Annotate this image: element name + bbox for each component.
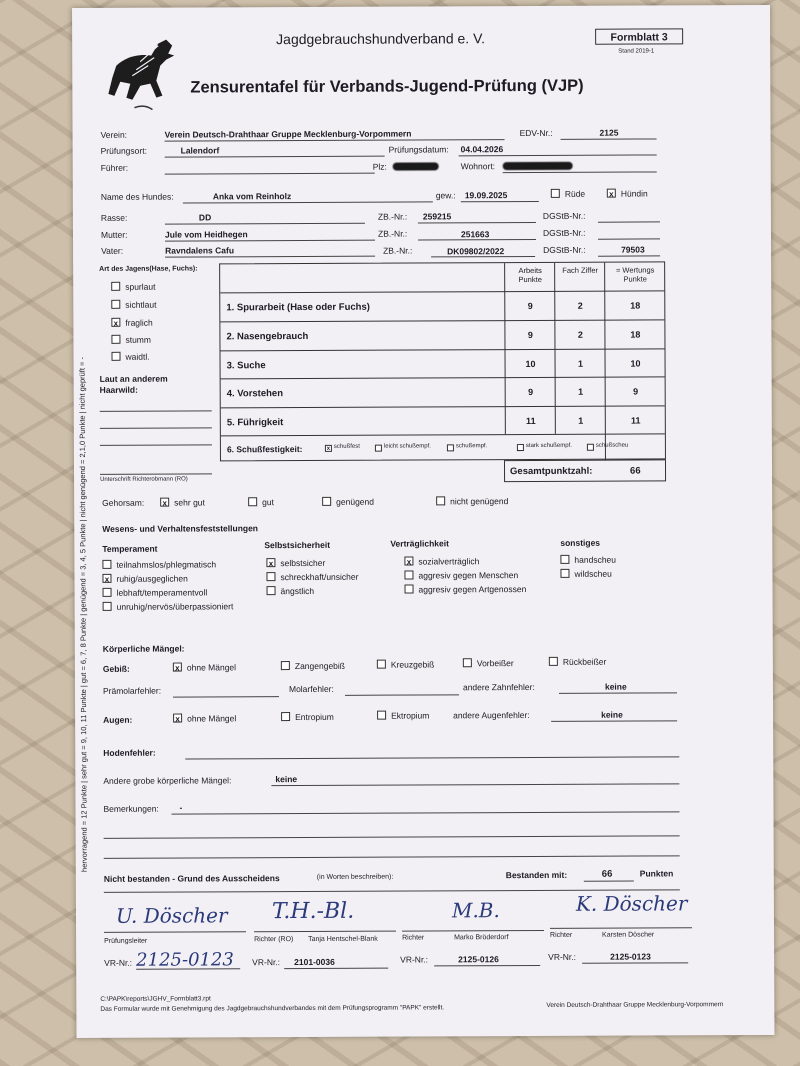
form-sheet [72,5,774,1038]
wesen-title: Wesens- und Verhaltensfeststellungen [102,523,259,534]
ro-signature-label: Unterschrift Richterobmann (RO) [100,476,188,483]
bemerk-label: Bemerkungen: [103,803,159,814]
rasse-label: Rasse: [100,212,128,223]
gehorsam-option-3: nicht genügend [450,496,509,507]
gehorsam-checkbox-0[interactable]: x [160,498,169,507]
role-richter-3: Richter [550,931,573,939]
verein-value: Verein Deutsch-Drahthaar Gruppe Mecklenburg-Vorpommern [164,128,412,140]
gehorsam-checkbox-3[interactable] [436,496,445,505]
augen-checkbox-1[interactable] [281,712,290,721]
footer-verein: Verein Deutsch-Drahthaar Gruppe Mecklenburg-Vorpommern [546,1001,724,1009]
row-wertung: 10 [630,358,641,369]
molar-label: Molarfehler: [288,683,334,695]
schuss-checkbox-1[interactable] [375,445,382,452]
row-label: 2. Nasengebrauch [226,330,309,343]
augen-checkbox-0[interactable]: x [173,714,182,723]
dgstb-label: DGStB-Nr.: [542,210,586,221]
row-label: 5. Führigkeit [226,417,284,429]
name-richter-ro: Tanja Hentschel-Blank [308,935,378,943]
row-ziffer: 2 [577,300,583,311]
gehorsam-option-0: sehr gut [174,497,205,508]
fuehrer-label: Führer: [100,162,129,173]
jagen-checkbox-0[interactable] [111,282,120,291]
vertraeg-checkbox-1[interactable] [404,571,413,580]
signature-pruefungsleiter: U. Döscher [115,903,228,928]
vr-value-2: 2125-0126 [458,954,499,965]
jagen-checkbox-4[interactable] [112,352,121,361]
ruede-checkbox[interactable] [551,189,560,198]
grobe-label: Andere grobe körperliche Mängel: [103,775,232,786]
huendin-label: Hündin [620,188,648,199]
mutter-zb-value: 251663 [460,229,490,240]
augen-checkbox-2[interactable] [377,711,386,720]
vr-value-1: 2101-0036 [294,956,335,968]
row-ziffer: 1 [578,386,584,397]
mutter-label: Mutter: [100,229,128,240]
gebiss-option-3: Vorbeißer [476,658,514,669]
selbst-option-0: selbstsicher [280,557,326,569]
schuss-checkbox-4[interactable] [587,444,594,451]
name-richter-3: Karsten Döscher [602,931,655,939]
selbst-option-1: schreckhaft/unsicher [280,571,359,583]
header-arbeits: Arbeits Punkte [518,265,542,285]
vater-zb-value: DK09802/2022 [447,246,505,257]
gebiss-checkbox-4[interactable] [549,657,558,666]
signature-richter-3: K. Döscher [575,891,688,916]
gebiss-option-4: Rückbeißer [562,656,607,667]
gew-value: 19.09.2025 [464,190,508,201]
jagen-checkbox-1[interactable] [111,300,120,309]
koerper-title: Körperliche Mängel: [102,643,185,654]
zb-label: ZB.-Nr.: [377,211,408,222]
row-label: 4. Vorstehen [226,388,284,400]
augen-option-1: Entropium [295,711,334,723]
vr-value-0: 2125-0123 [136,949,234,971]
jagen-option-0: spurlaut [125,281,156,292]
vertraeg-checkbox-2[interactable] [405,585,414,594]
sonst-checkbox-0[interactable] [560,555,569,564]
praemolar-label: Prämolarfehler: [102,685,162,696]
vater-dgstb-value: 79503 [621,244,645,255]
org-name: Jagdgebrauchshundverband e. V. [276,30,486,48]
row-label: 3. Suche [226,360,266,372]
vertraeg-title: Verträglichkeit [390,538,449,549]
row-punkte: 11 [526,415,536,427]
gew-label: gew.: [435,190,456,201]
rasse-value: DD [198,212,212,223]
vater-dgstb-label: DGStB-Nr.: [543,244,586,255]
datum-label: Prüfungsdatum: [388,144,449,155]
wohnort-label: Wohnort: [460,161,496,172]
hund-label: Name des Hundes: [100,191,174,202]
schuss-checkbox-3[interactable] [517,444,524,451]
row-wertung: 9 [633,386,639,397]
selbst-checkbox-1[interactable] [266,572,275,581]
row-wertung: 18 [630,329,641,340]
plz-label: Plz: [372,161,387,172]
schuss-option-3: stark schußempf. [525,442,572,450]
vertraeg-option-2: aggresiv gegen Artgenossen [418,584,527,595]
row-ziffer: 1 [578,358,584,369]
jagen-option-2: fraglich [125,317,153,328]
temperament-option-3: unruhig/nervös/überpassioniert [116,601,234,612]
bestanden-value: 66 [601,868,613,880]
gebiss-checkbox-3[interactable] [463,658,472,667]
vater-value: Ravndalens Cafu [165,245,235,256]
ort-value: Lalendorf [180,145,220,156]
nicht-bestanden-label: Nicht bestanden - Grund des Ausscheidens [103,873,280,884]
role-richter-ro: Richter (RO) [254,936,294,944]
vertraeg-option-1: aggresiv gegen Menschen [418,570,519,581]
selbst-checkbox-0[interactable]: x [266,558,275,567]
schuss-option-2: schußempf. [455,443,488,450]
mutter-dgstb-label: DGStB-Nr.: [542,227,586,238]
laut-label: Laut an anderem Haarwild: [99,373,168,395]
jagen-option-4: waidtl. [125,351,150,362]
sonst-option-0: handscheu [574,554,617,565]
jagen-option-3: stumm [125,334,151,345]
vertraeg-option-0: sozialverträglich [418,556,480,567]
schuss-option-4: schußscheu [595,442,629,449]
jghv-dog-logo-icon [96,26,182,116]
footer-note: Das Formular wurde mit Genehmigung des Jagdgebrauchshundverbandes mit dem Prüfungsprogramm "PAPK" erstellt. [100,1004,445,1013]
gebiss-option-0: ohne Mängel [186,662,237,673]
header-fach: Fach Ziffer [562,265,599,275]
temperament-title: Temperament [102,543,158,554]
gebiss-label: Gebiß: [102,663,130,674]
schuss-option-1: leicht schußempf. [383,443,431,450]
formblatt-box: Formblatt 3 [595,28,683,44]
augenfehler-label: andere Augenfehler: [453,710,530,721]
selbst-option-2: ängstlich [280,585,315,597]
stand-label: Stand 2019-1 [618,48,655,55]
header-wertung: = Wertungs Punkte [615,265,655,284]
gehorsam-option-1: gut [262,497,275,508]
mutter-zb-label: ZB.-Nr.: [377,228,408,239]
temperament-checkbox-0[interactable] [102,560,111,569]
row-wertung: 18 [630,300,641,311]
vater-label: Vater: [101,245,124,256]
augen-option-0: ohne Mängel [187,713,237,724]
vr-value-3: 2125-0123 [610,951,651,962]
ort-label: Prüfungsort: [100,145,147,156]
gehorsam-label: Gehorsam: [102,497,145,508]
selbst-checkbox-2[interactable] [267,586,276,595]
row-ziffer: 1 [578,415,584,426]
hund-value: Anka vom Reinholz [212,191,292,202]
temperament-option-2: lebhaft/temperamentvoll [116,587,208,598]
augen-label: Augen: [103,714,133,725]
vater-zb-label: ZB.-Nr.: [383,245,413,256]
jagen-option-1: sichtlaut [125,299,157,310]
gehorsam-checkbox-2[interactable] [322,497,331,506]
gesamt-value: 66 [630,465,641,477]
selbst-title: Selbstsicherheit [264,539,331,551]
punkten-label: Punkten [639,868,674,879]
role-pruefungsleiter: Prüfungsleiter [104,937,148,945]
datum-value: 04.04.2026 [460,144,504,155]
redacted-plz [393,162,439,170]
gebiss-option-2: Kreuzgebiß [390,659,435,670]
nicht-bestanden-hint: (in Worten beschreiben): [316,873,394,881]
vertraeg-checkbox-0[interactable]: x [404,557,413,566]
schuss-checkbox-2[interactable] [447,444,454,451]
jagen-checkbox-2[interactable]: x [111,318,120,327]
mutter-value: Jule vom Heidhegen [164,229,248,240]
ruede-label: Rüde [564,188,586,199]
huendin-checkbox[interactable]: x [607,189,616,198]
row-wertung: 11 [631,415,641,426]
gebiss-checkbox-0[interactable]: x [173,663,182,672]
schuss-label: 6. Schußfestigkeit: [226,443,303,455]
edv-label: EDV-Nr.: [519,127,553,139]
temperament-checkbox-2[interactable] [103,588,112,597]
grobe-value: keine [275,774,298,785]
bestanden-label: Bestanden mit: [505,869,568,881]
footer-path: C:\PAPK\reports\JGHV_Formblatt3.rpt [100,995,211,1003]
zahn-value: keine [604,681,627,692]
jagen-checkbox-3[interactable] [111,335,120,344]
schuss-checkbox-0[interactable]: x [326,445,331,452]
augenfehler-value: keine [601,709,623,720]
signature-richter-ro: T.H.-Bl. [271,898,355,925]
bemerk-value: - [179,802,183,813]
scores-table [219,261,666,461]
role-richter-2: Richter [402,934,425,942]
temperament-option-0: teilnahmslos/phlegmatisch [116,559,217,570]
page-title: Zensurentafel für Verbands-Jugend-Prüfung (VJP) [190,76,584,97]
vr-label-0: VR-Nr.: [104,957,133,968]
sonst-option-1: wildscheu [574,568,612,579]
temperament-checkbox-1[interactable]: x [102,574,111,583]
name-richter-2: Marko Bröderdorf [454,934,509,942]
sonst-title: sonstiges [560,537,601,548]
side-scale-text: hervorragend = 12 Punkte | sehr gut = 9, 10, 11 Punkte | gut = 6, 7, 8 Punkte | genügend = 3, 4, 5 Punkte | nicht genügend = 2,1,0 Punkte | nicht geprüft = - [77,356,89,872]
vr-label-1: VR-Nr.: [252,957,281,968]
vr-label-3: VR-Nr.: [548,951,577,962]
row-punkte: 9 [527,300,533,312]
zahn-label: andere Zahnfehler: [462,681,535,693]
gesamt-label: Gesamtpunktzahl: [510,465,593,478]
signature-richter-2: M.B. [451,898,500,923]
gehorsam-checkbox-1[interactable] [248,497,257,506]
redacted-wohnort [503,162,573,170]
row-punkte: 9 [528,386,534,398]
temperament-checkbox-3[interactable] [103,602,112,611]
gebiss-checkbox-2[interactable] [377,660,386,669]
edv-value: 2125 [599,127,619,138]
sonst-checkbox-1[interactable] [560,569,569,578]
gebiss-option-1: Zangengebiß [294,660,345,672]
verein-label: Verein: [100,129,128,140]
zb-value: 259215 [422,211,452,222]
gehorsam-option-2: genügend [336,496,375,507]
augen-option-2: Ektropium [391,710,430,721]
row-label: 1. Spurarbeit (Hase oder Fuchs) [226,301,370,314]
gebiss-checkbox-1[interactable] [281,661,290,670]
row-punkte: 9 [527,329,533,341]
schuss-option-0: schußfest [333,443,360,450]
hoden-label: Hodenfehler: [103,747,156,758]
row-ziffer: 2 [577,329,583,340]
jagen-title: Art des Jagens(Hase, Fuchs): [99,265,198,273]
row-punkte: 10 [525,358,536,370]
vr-label-2: VR-Nr.: [400,954,429,965]
temperament-option-1: ruhig/ausgeglichen [116,573,188,584]
